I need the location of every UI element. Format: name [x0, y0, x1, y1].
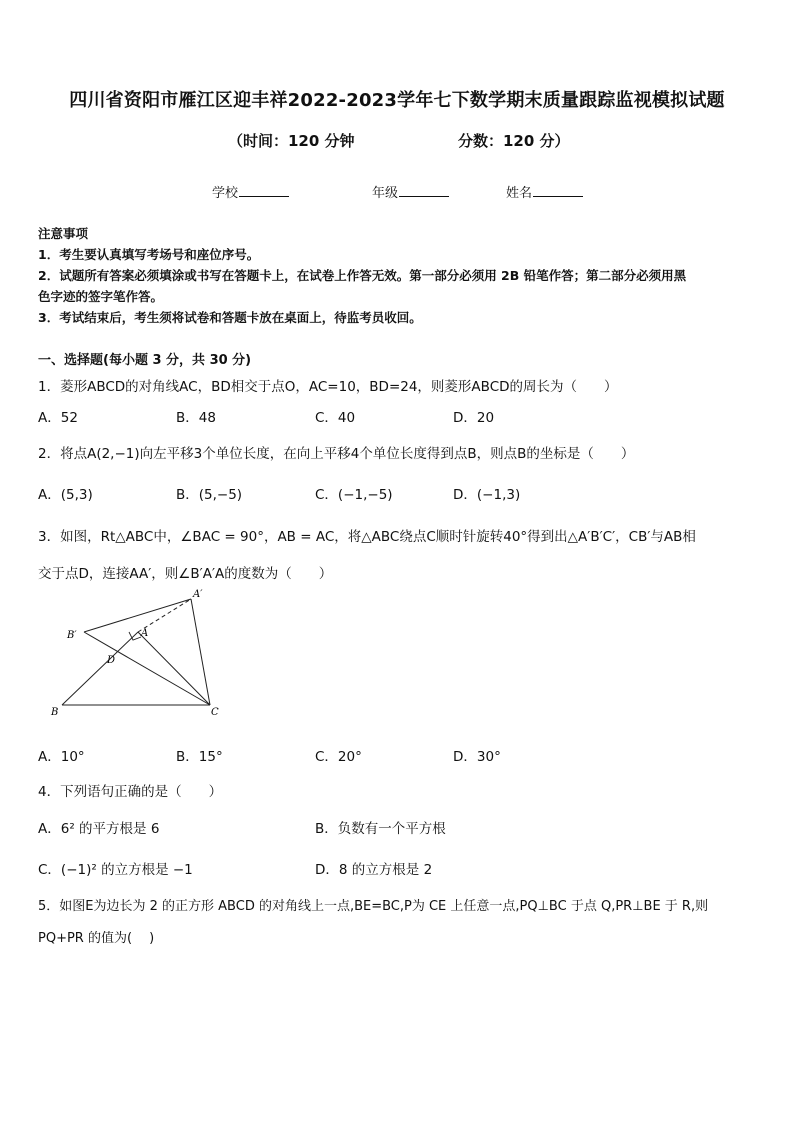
question-3-option-c: C．20°: [315, 749, 362, 765]
label-b: B: [51, 707, 59, 718]
question-4-option-b: B．负数有一个平方根: [315, 821, 446, 837]
question-3-stem-line2: 交于点D，连接AA′，则∠B′A′A的度数为（ ）: [38, 566, 333, 582]
school-field: [212, 182, 289, 201]
label-a-prime: A′: [193, 589, 203, 600]
label-d: D: [107, 655, 116, 666]
question-3-stem-line1: 3．如图，Rt△ABC中，∠BAC = 90°，AB = AC，将△ABC绕点C顺时针旋转40°得到出△A′B′C′，CB′与AB相: [38, 529, 696, 545]
question-1-stem: 1．菱形ABCD的对角线AC，BD相交于点O，AC=10，BD=24，则菱形ABCD的周长为（ ）: [38, 379, 618, 395]
note-item: 1．考生要认真填写考场号和座位序号。: [38, 247, 260, 262]
rotation-triangle-figure: [45, 586, 225, 721]
question-1-option-d: D．20: [453, 410, 495, 426]
question-2-option-c: C．(−1,−5): [315, 487, 393, 503]
question-4-option-a: A．6² 的平方根是 6: [38, 821, 160, 837]
question-3-option-b: B．15°: [176, 749, 223, 765]
question-4-option-d: D．8 的立方根是 2: [315, 862, 433, 878]
question-1-option-a: A．52: [38, 410, 78, 426]
school-blank: [239, 184, 289, 197]
note-item: 色字迹的签字笔作答。: [38, 289, 164, 304]
segment-b1a1: [84, 599, 191, 632]
exam-time: （时间：120 分钟: [228, 132, 355, 150]
notes-heading: 注意事项: [38, 226, 89, 241]
segment-b1c: [84, 632, 210, 705]
exam-score: 分数：120 分）: [458, 132, 570, 150]
question-3-option-a: A．10°: [38, 749, 85, 765]
name-blank: [533, 184, 583, 197]
label-a: A: [141, 628, 149, 639]
segment-ba: [62, 632, 138, 705]
grade-label: 年级: [372, 186, 399, 201]
section-title: 一、选择题(每小题 3 分，共 30 分): [38, 353, 252, 368]
label-c: C: [211, 707, 219, 718]
grade-blank: [399, 184, 449, 197]
question-3-option-d: D．30°: [453, 749, 501, 765]
question-4-stem: 4．下列语句正确的是（ ）: [38, 784, 223, 800]
question-2-option-b: B．(5,−5): [176, 487, 243, 503]
question-2-option-d: D．(−1,3): [453, 487, 521, 503]
note-item: 3．考试结束后，考生须将试卷和答题卡放在桌面上，待监考员收回。: [38, 310, 422, 325]
question-2-option-a: A．(5,3): [38, 487, 93, 503]
question-1-option-c: C．40: [315, 410, 356, 426]
question-4-option-c: C．(−1)² 的立方根是 −1: [38, 862, 193, 878]
question-5-stem-line1: 5．如图E为边长为 2 的正方形 ABCD 的对角线上一点,BE=BC,P为 CE 上任意一点,PQ⊥BC 于点 Q,PR⊥BE 于 R,则: [38, 899, 709, 914]
name-field: [506, 182, 583, 201]
question-2-stem: 2．将点A(2,−1)向左平移3个单位长度，在向上平移4个单位长度得到点B，则点B的坐标是（ ）: [38, 446, 635, 462]
grade-field: [372, 182, 449, 201]
question-1-option-b: B．48: [176, 410, 216, 426]
question-5-stem-line2: PQ+PR 的值为( ): [38, 931, 155, 946]
note-item: 2．试题所有答案必须填涂或书写在答题卡上，在试卷上作答无效。第一部分必须用 2B 铅笔作答；第二部分必须用黑: [38, 268, 687, 283]
exam-title: 四川省资阳市雁江区迎丰祥2022-2023学年七下数学期末质量跟踪监视模拟试题: [69, 90, 725, 111]
school-label: 学校: [212, 186, 239, 201]
label-b-prime: B′: [67, 630, 77, 641]
name-label: 姓名: [506, 186, 533, 201]
